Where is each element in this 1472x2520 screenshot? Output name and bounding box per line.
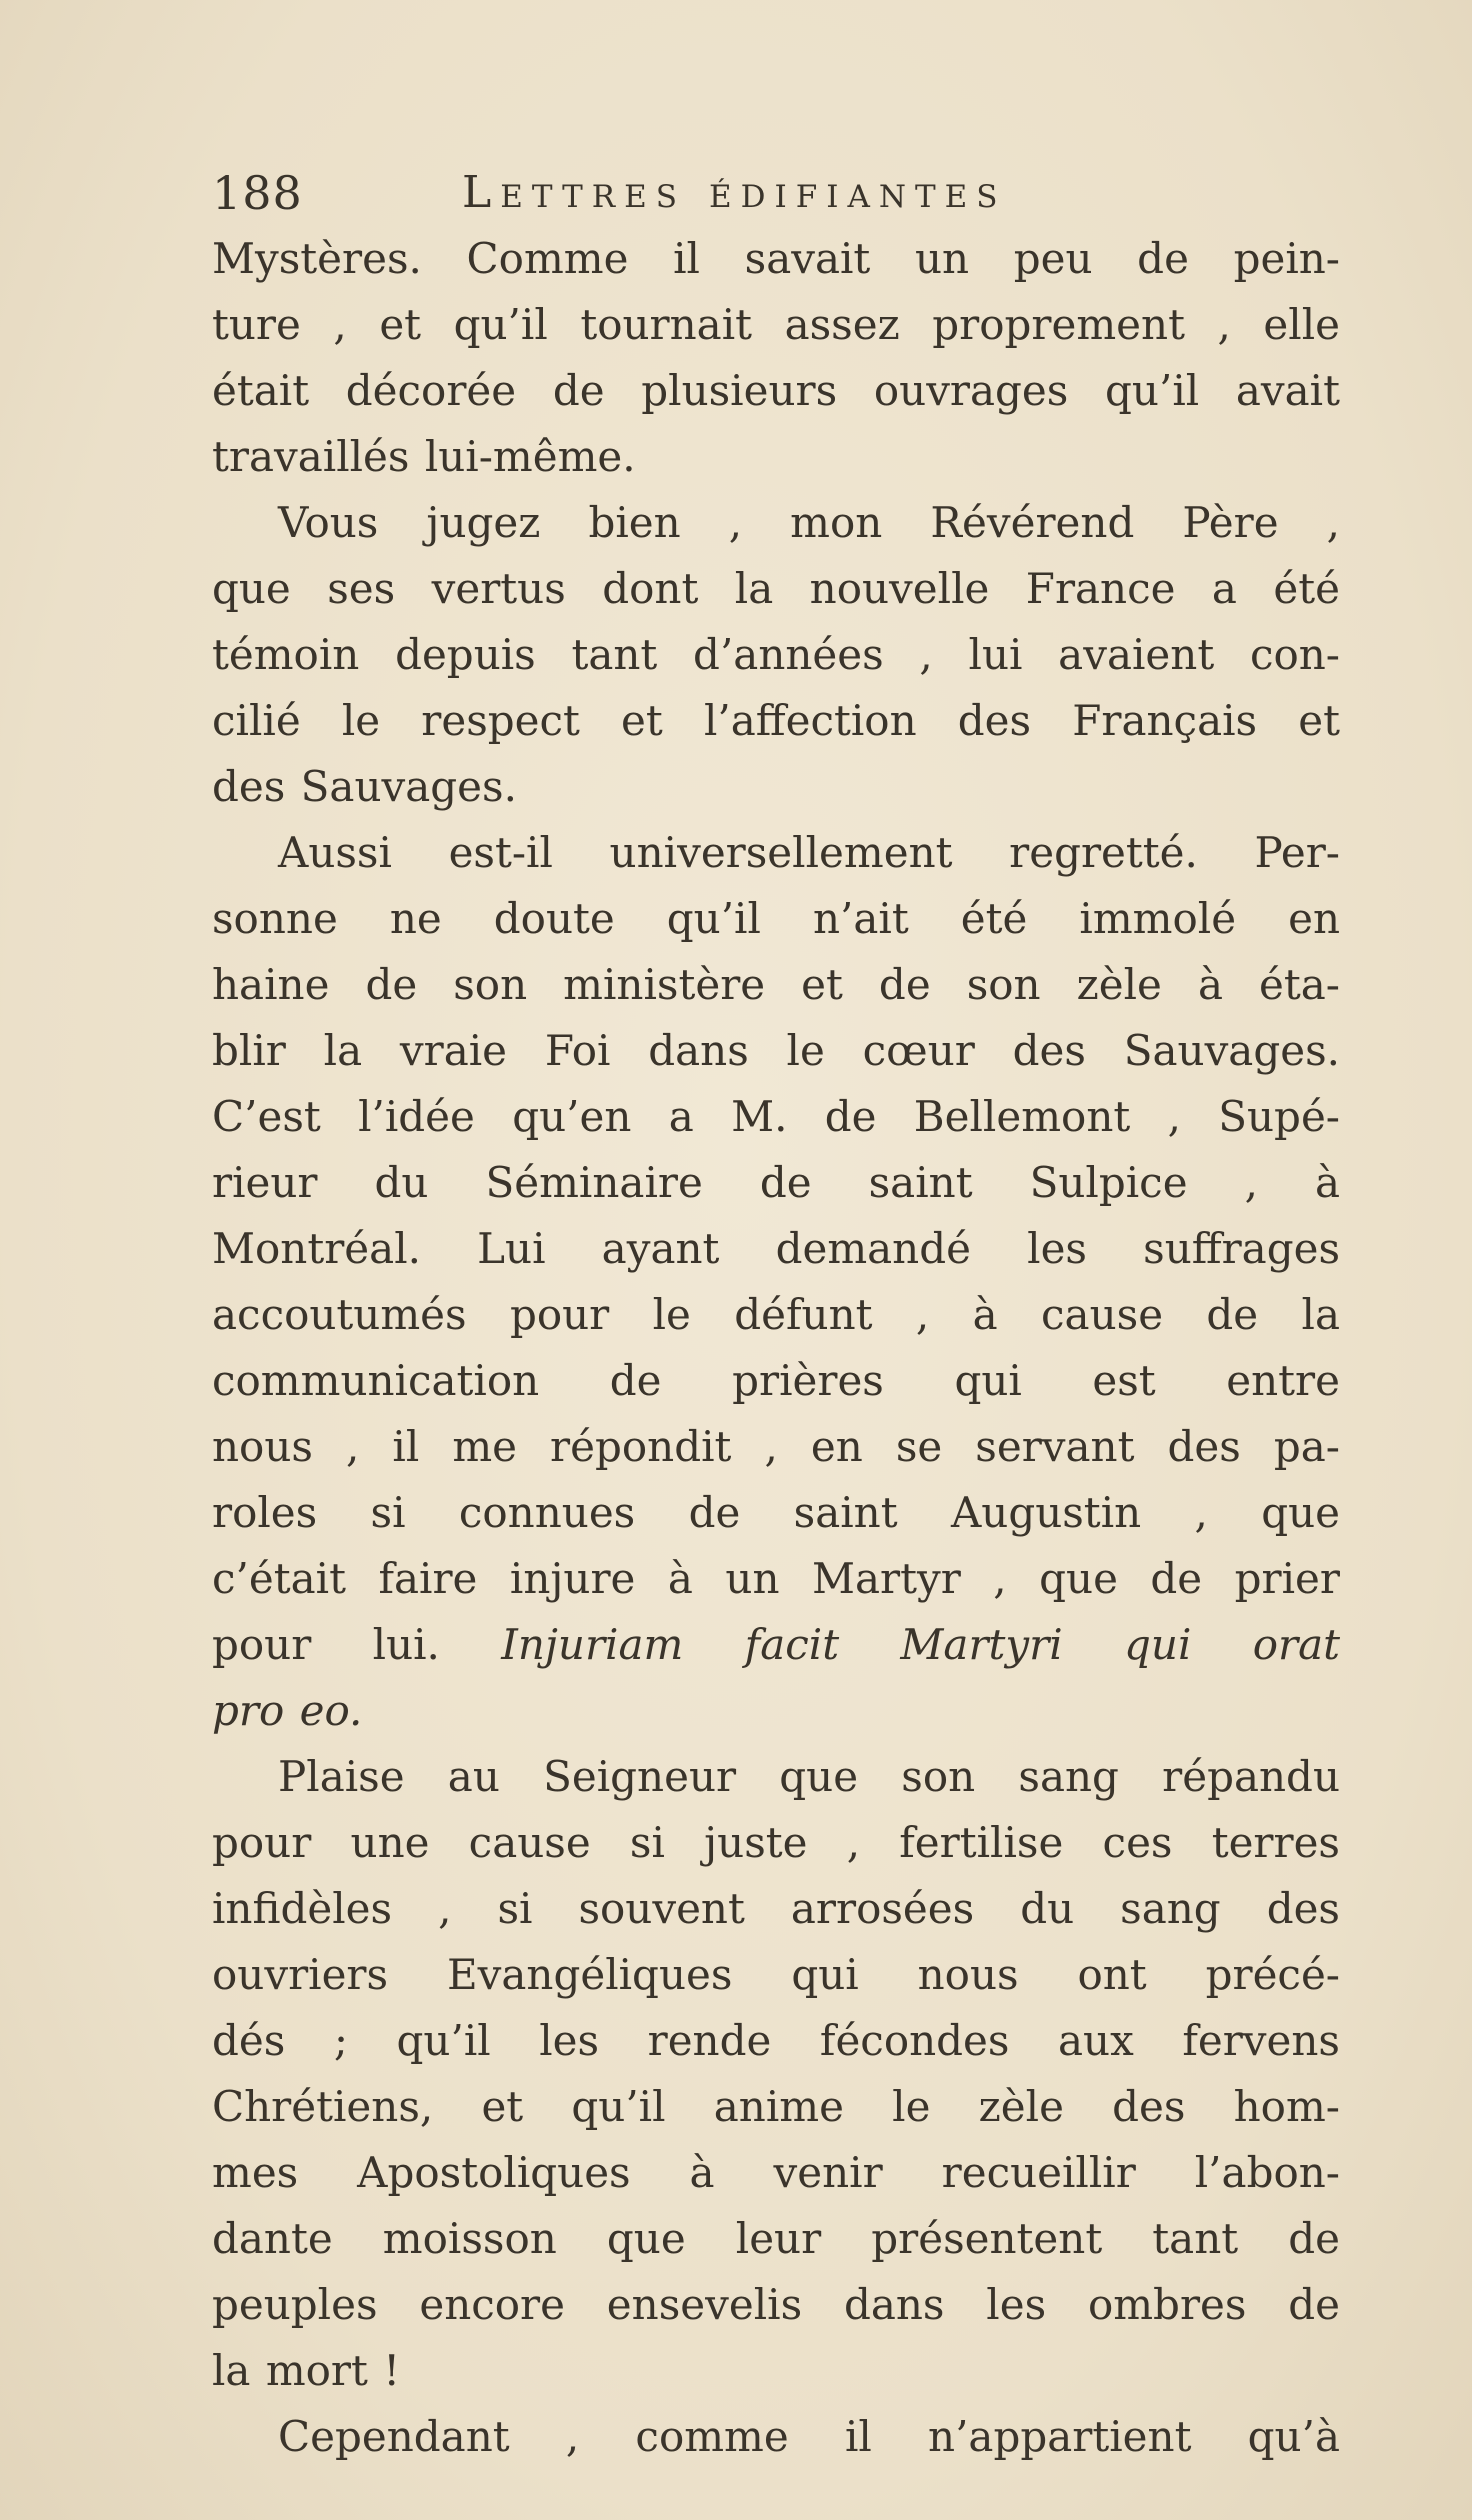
text-line: haine de son ministère et de son zèle à éta- [212, 960, 1340, 1009]
page-heading: Lettres édifiantes [462, 167, 1007, 218]
text-line: Mystères. Comme il savait un peu de pein- [212, 234, 1340, 283]
text-line: dés ; qu’il les rende fécondes aux fervens [212, 2016, 1340, 2065]
text-block [212, 162, 1340, 2470]
text-line: accoutumés pour le défunt , à cause de la [212, 1290, 1340, 1339]
text-line: des Sauvages. [212, 762, 517, 811]
text-line: infidèles , si souvent arrosées du sang des [212, 1884, 1340, 1933]
text-line: communication de prières qui est entre [212, 1356, 1340, 1405]
text-line: Vous jugez bien , mon Révérend Père , [278, 498, 1340, 547]
text-line: Aussi est-il universellement regretté. Per- [278, 828, 1340, 877]
text-line: pour une cause si juste , fertilise ces terres [212, 1818, 1340, 1867]
body-text [212, 226, 1340, 2470]
text-segment: pour lui. [212, 1620, 440, 1669]
text-line: que ses vertus dont la nouvelle France a été [212, 564, 1340, 613]
text-line: travaillés lui-même. [212, 432, 636, 481]
text-line-with-quote [212, 1612, 1340, 1678]
text-line: cilié le respect et l’affection des Français et [212, 696, 1340, 745]
text-line: Cependant , comme il n’appartient qu’à [278, 2412, 1340, 2461]
latin-quote: Injuriam facit Martyri qui orat [501, 1620, 1340, 1669]
text-line: C’est l’idée qu’en a M. de Bellemont , Supé- [212, 1092, 1340, 1141]
text-line: mes Apostoliques à venir recueillir l’abon- [212, 2148, 1340, 2197]
text-line: ouvriers Evangéliques qui nous ont précé- [212, 1950, 1340, 1999]
text-line: roles si connues de saint Augustin , que [212, 1488, 1340, 1537]
text-line: Chrétiens, et qu’il anime le zèle des hom- [212, 2082, 1340, 2131]
page-number: 188 [212, 166, 303, 220]
text-line: rieur du Séminaire de saint Sulpice , à [212, 1158, 1340, 1207]
text-line: ture , et qu’il tournait assez proprement , elle [212, 300, 1340, 349]
text-line: Montréal. Lui ayant demandé les suffrages [212, 1224, 1340, 1273]
text-line: blir la vraie Foi dans le cœur des Sauvages. [212, 1026, 1340, 1075]
text-line: la mort ! [212, 2346, 401, 2395]
running-head [212, 162, 1340, 224]
text-line: c’était faire injure à un Martyr , que de prier [212, 1554, 1340, 1603]
text-line: sonne ne doute qu’il n’ait été immolé en [212, 894, 1340, 943]
text-line: peuples encore ensevelis dans les ombres de [212, 2280, 1340, 2329]
text-line: était décorée de plusieurs ouvrages qu’il avait [212, 366, 1340, 415]
latin-quote-end: pro eo. [212, 1686, 363, 1735]
text-line: dante moisson que leur présentent tant de [212, 2214, 1340, 2263]
text-line: témoin depuis tant d’années , lui avaient con- [212, 630, 1340, 679]
text-line: Plaise au Seigneur que son sang répandu [278, 1752, 1340, 1801]
text-line: nous , il me répondit , en se servant des pa- [212, 1422, 1340, 1471]
